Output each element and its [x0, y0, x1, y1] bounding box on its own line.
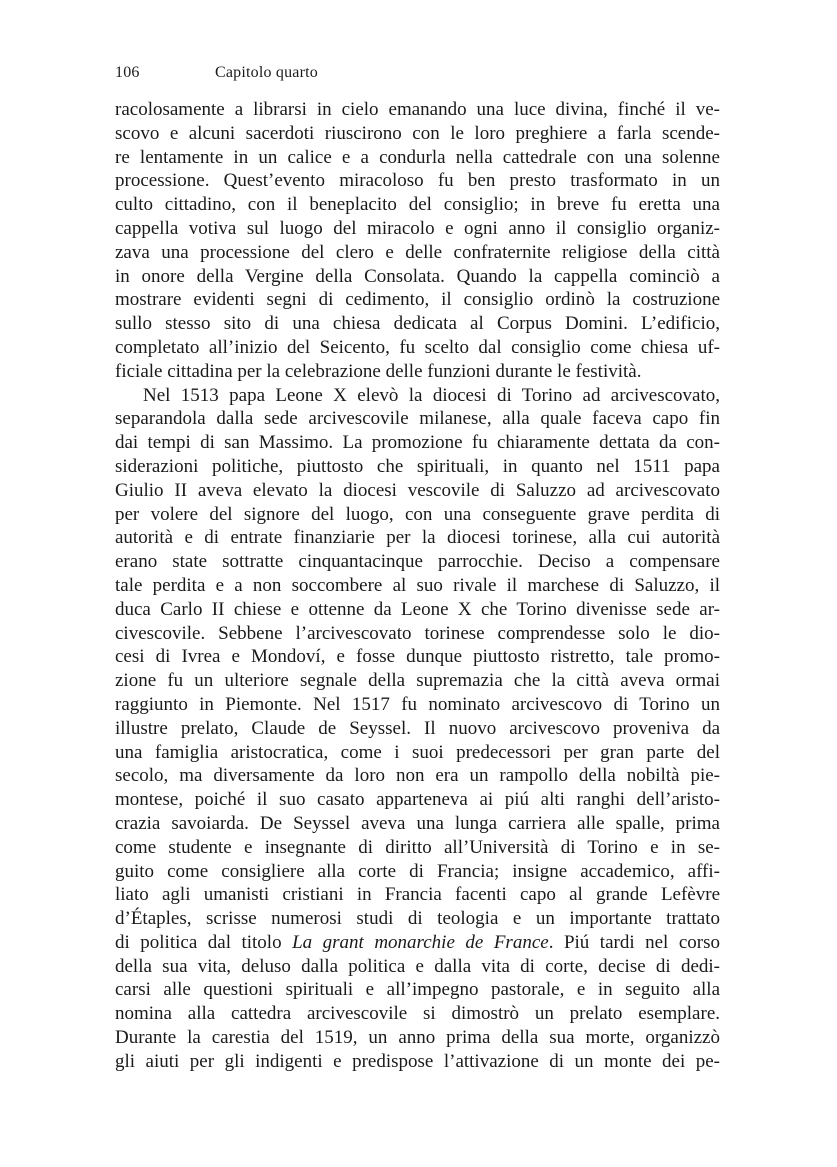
text-line: erano state sottratte cinquantacinque parrocchie. Deciso a compensare: [115, 551, 720, 573]
text-line-with-title: [115, 931, 720, 955]
text-line: d’Étaples, scrisse numerosi studi di teologia e un importante trattato: [115, 908, 720, 930]
italic-book-title: La grant monarchie de France: [292, 931, 549, 953]
text-line: nomina alla cattedra arcivescovile si dimostrò un prelato esemplare.: [115, 1003, 720, 1025]
text-line: racolosamente a librarsi in cielo emanando una luce divina, finché il ve-: [115, 99, 720, 120]
text-line: ficiale cittadina per la celebrazione delle funzioni durante le festività.: [115, 360, 642, 382]
text-segment: . Piú tardi nel corso: [548, 931, 720, 953]
text-line: cappella votiva sul luogo del miracolo e ogni anno il consiglio organiz-: [115, 217, 720, 239]
paragraph-first-line: Nel 1513 papa Leone X elevò la diocesi di Torino ad arcivescovato,: [143, 384, 720, 406]
text-line: gli aiuti per gli indigenti e predispose l’attivazione di un monte dei pe-: [115, 1050, 720, 1072]
text-line: secolo, ma diversamente da loro non era un rampollo della nobiltà pie-: [115, 765, 720, 787]
text-line: cesi di Ivrea e Mondoví, e fosse dunque piuttosto ristretto, tale promo-: [115, 646, 720, 668]
text-line: mostrare evidenti segni di cedimento, il consiglio ordinò la costruzione: [115, 289, 720, 311]
text-line: montese, poiché il suo casato apparteneva ai piú alti ranghi dell’aristo-: [115, 789, 720, 811]
text-line: liato agli umanisti cristiani in Francia facenti capo al grande Lefèvre: [115, 884, 720, 906]
running-header: [115, 64, 318, 82]
text-line: scovo e alcuni sacerdoti riuscirono con le loro preghiere a farla scende-: [115, 122, 720, 144]
text-line: per volere del signore del luogo, con una conseguente grave perdita di: [115, 503, 720, 525]
text-line: illustre prelato, Claude de Seyssel. Il nuovo arcivescovo proveniva da: [115, 717, 720, 739]
text-line: crazia savoiarda. De Seyssel aveva una lunga carriera alle spalle, prima: [115, 812, 720, 834]
text-line: sullo stesso sito di una chiesa dedicata al Corpus Domini. L’edificio,: [115, 313, 720, 335]
text-line: completato all’inizio del Seicento, fu scelto dal consiglio come chiesa uf-: [115, 336, 720, 358]
text-line: civescovile. Sebbene l’arcivescovato torinese comprendesse solo le dio-: [115, 622, 720, 644]
text-line: zione fu un ulteriore segnale della supremazia che la città aveva ormai: [115, 670, 720, 692]
text-line: carsi alle questioni spirituali e all’impegno pastorale, e in seguito alla: [115, 979, 720, 1001]
text-line: separandola dalla sede arcivescovile milanese, alla quale faceva capo fin: [115, 408, 720, 430]
text-line: tale perdita e a non soccombere al suo rivale il marchese di Saluzzo, il: [115, 574, 720, 596]
text-line: guito come consigliere alla corte di Francia; insigne accademico, affi-: [115, 860, 720, 882]
text-line: autorità e di entrate finanziarie per la diocesi torinese, alla cui autorità: [115, 527, 720, 549]
text-line: culto cittadino, con il beneplacito del consiglio; in breve fu eretta una: [115, 194, 720, 216]
text-line: come studente e insegnante di diritto all’Università di Torino e in se-: [115, 836, 720, 858]
text-line: della sua vita, deluso dalla politica e dalla vita di corte, decise di dedi-: [115, 955, 720, 977]
text-segment: di politica dal titolo: [115, 931, 293, 953]
chapter-title: Capitolo quarto: [215, 64, 318, 81]
text-line: raggiunto in Piemonte. Nel 1517 fu nominato arcivescovo di Torino un: [115, 693, 720, 715]
text-line: processione. Quest’evento miracoloso fu ben presto trasformato in un: [115, 170, 720, 192]
text-line: duca Carlo II chiese e ottenne da Leone X che Torino divenisse sede ar-: [115, 598, 720, 620]
text-line: zava una processione del clero e delle confraternite religiose della città: [115, 241, 720, 263]
text-line: Giulio II aveva elevato la diocesi vescovile di Saluzzo ad arcivescovato: [115, 479, 720, 501]
text-line: siderazioni politiche, piuttosto che spirituali, in quanto nel 1511 papa: [115, 455, 720, 477]
text-line: re lentamente in un calice e a condurla nella cattedrale con una solenne: [115, 146, 720, 168]
text-line: una famiglia aristocratica, come i suoi predecessori per gran parte del: [115, 741, 720, 763]
text-line: Durante la carestia del 1519, un anno prima della sua morte, organizzò: [115, 1027, 720, 1049]
body-text: [115, 98, 720, 1074]
text-line: in onore della Vergine della Consolata. Quando la cappella cominciò a: [115, 265, 720, 287]
text-line: dai tempi di san Massimo. La promozione fu chiaramente dettata da con-: [115, 432, 720, 454]
page-number: 106: [115, 64, 140, 81]
